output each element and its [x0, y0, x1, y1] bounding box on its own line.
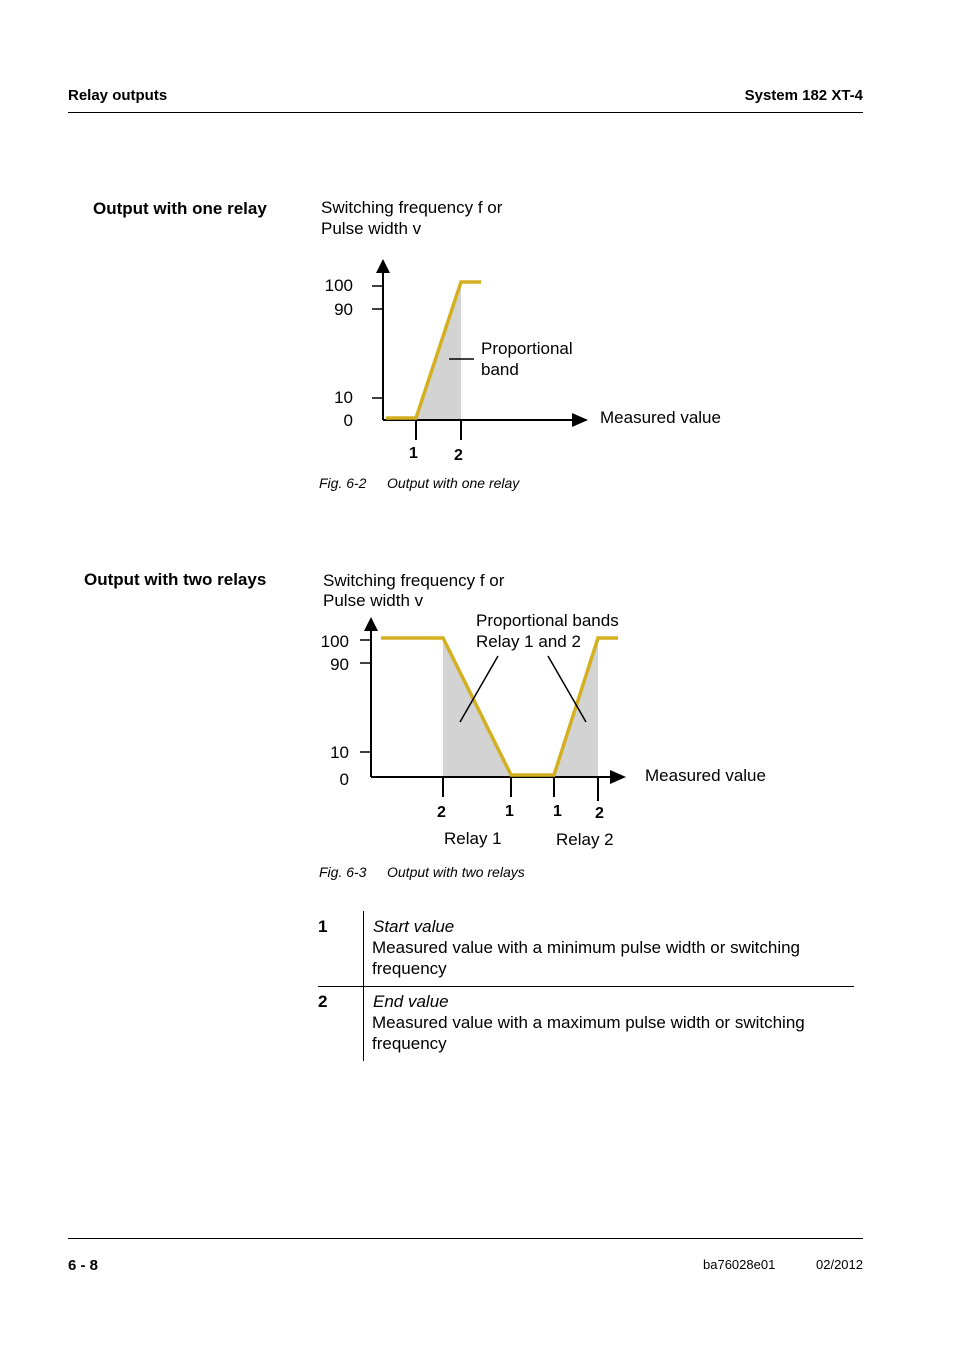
footer-rule [68, 1238, 863, 1239]
chart2-marker-r2-end: 2 [595, 805, 604, 822]
legend-key-2: 2 [318, 992, 328, 1011]
chart1-marker-2: 2 [454, 447, 463, 464]
fig-6-2-title: Output with one relay [387, 475, 520, 491]
section2-y-label-2: Pulse width v [323, 591, 424, 610]
legend-title-2: End value [373, 992, 449, 1011]
chart2-band-label-1: Proportional bands [476, 611, 619, 630]
chart1-x-label: Measured value [600, 408, 721, 427]
chart1-marker-1: 1 [409, 445, 418, 462]
chart2-band-label-2: Relay 1 and 2 [476, 632, 581, 651]
chart2-tick-10: 10 [330, 743, 349, 762]
chart1-tick-0: 0 [343, 411, 353, 430]
legend-key-1: 1 [318, 917, 328, 936]
footer-doc-id: ba76028e01 [703, 1257, 776, 1272]
legend-title-1: Start value [373, 917, 455, 936]
footer-page-number: 6 - 8 [68, 1257, 99, 1274]
section2-heading: Output with two relays [84, 570, 267, 589]
chart2-marker-r1-end: 2 [437, 804, 446, 821]
legend-desc-1a: Measured value with a minimum pulse width or switching [372, 938, 801, 957]
chart1-tick-10: 10 [334, 388, 353, 407]
chart2-marker-r2-start: 1 [553, 803, 562, 820]
footer-date: 02/2012 [816, 1257, 863, 1272]
fig-6-3-number: Fig. 6-3 [319, 864, 367, 880]
chart1-tick-100: 100 [324, 276, 353, 295]
section1-y-label-1: Switching frequency f or [321, 198, 503, 217]
header-product-name: System 182 XT-4 [744, 87, 863, 104]
chart1-tick-90: 90 [334, 300, 353, 319]
legend-desc-1b: frequency [372, 959, 447, 978]
legend-row-divider [318, 986, 854, 987]
legend-desc-2a: Measured value with a maximum pulse width or switching [372, 1013, 805, 1032]
chart2-tick-0: 0 [339, 770, 349, 789]
chart2-x-label: Measured value [645, 766, 766, 785]
fig-6-3-title: Output with two relays [387, 864, 525, 880]
chart1-band-label-2: band [481, 360, 519, 379]
chart2-y-arrow [364, 617, 378, 631]
header-section-title: Relay outputs [68, 87, 168, 104]
section1-heading: Output with one relay [93, 199, 267, 218]
chart2-x-arrow [610, 770, 626, 784]
chart1-band-label-1: Proportional [481, 339, 573, 358]
chart2-relay1-label: Relay 1 [444, 829, 502, 848]
chart2-tick-90: 90 [330, 655, 349, 674]
section1-y-label-2: Pulse width v [321, 219, 422, 238]
legend-desc-2b: frequency [372, 1034, 447, 1053]
chart2-marker-r1-start: 1 [505, 803, 514, 820]
chart2-tick-100: 100 [320, 632, 349, 651]
chart2-relay2-label: Relay 2 [556, 830, 614, 849]
fig-6-2-number: Fig. 6-2 [319, 475, 367, 491]
section2-y-label-1: Switching frequency f or [323, 571, 505, 590]
